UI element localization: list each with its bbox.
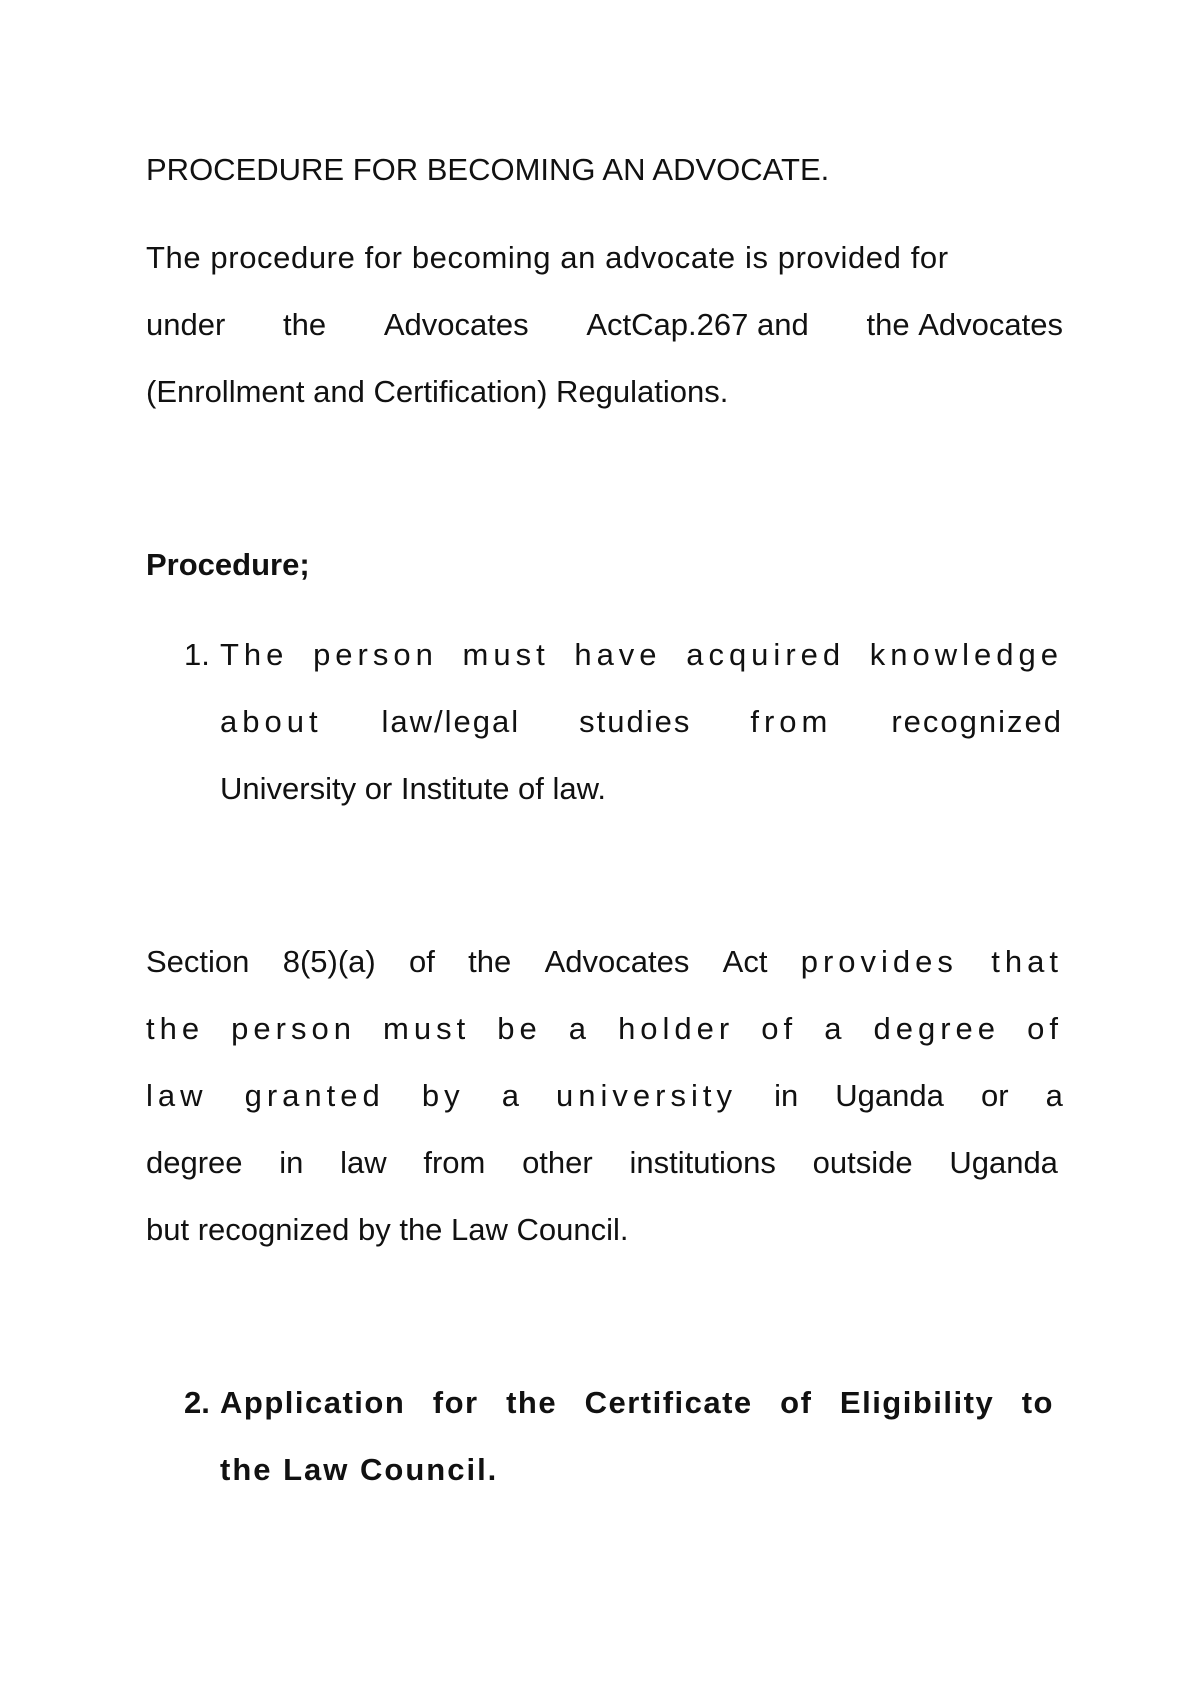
word: Uganda xyxy=(835,1078,944,1113)
word: a xyxy=(824,1011,847,1046)
item-1-line-1 xyxy=(220,635,1063,675)
section-line-5: but recognized by the Law Council. xyxy=(146,1212,629,1247)
word: by xyxy=(421,1078,465,1113)
word: a xyxy=(501,1078,519,1113)
intro-line-2 xyxy=(146,305,1063,345)
word: knowledge xyxy=(869,637,1063,672)
word: from xyxy=(750,704,833,739)
item-2-number: 2. xyxy=(184,1385,210,1420)
word: Application xyxy=(220,1385,406,1420)
word: law xyxy=(146,1078,208,1113)
word: Certificate xyxy=(584,1385,753,1420)
item-1-line-3: University or Institute of law. xyxy=(220,771,606,806)
word: from xyxy=(423,1145,486,1180)
word: of xyxy=(761,1011,798,1046)
item-1-line-2 xyxy=(220,702,1063,742)
word: or xyxy=(980,1078,1009,1113)
document-title: PROCEDURE FOR BECOMING AN ADVOCATE. xyxy=(146,152,830,187)
word: Advocates xyxy=(544,944,690,979)
word: Act xyxy=(722,944,768,979)
intro-line-1 xyxy=(146,238,1063,278)
word: holder xyxy=(618,1011,735,1046)
word: the xyxy=(506,1385,558,1420)
section-line-3 xyxy=(146,1076,1063,1116)
word: law xyxy=(340,1145,387,1180)
word: university xyxy=(556,1078,737,1113)
word: degree xyxy=(146,1145,243,1180)
word: law/legal xyxy=(381,704,521,739)
word: a xyxy=(568,1011,592,1046)
word: for xyxy=(432,1385,479,1420)
word: in xyxy=(774,1078,799,1113)
word: degree xyxy=(873,1011,1001,1046)
word: that xyxy=(991,944,1063,979)
word: Section xyxy=(146,944,250,979)
section-line-4 xyxy=(146,1143,1058,1183)
word: Uganda xyxy=(949,1145,1058,1180)
word: the xyxy=(468,944,512,979)
procedure-heading: Procedure; xyxy=(146,547,310,582)
word: of xyxy=(780,1385,813,1420)
item-2-line-2: the Law Council. xyxy=(220,1452,499,1487)
word: the xyxy=(146,1011,205,1046)
word: Advocates xyxy=(918,307,1063,342)
word: be xyxy=(497,1011,542,1046)
word: to xyxy=(1021,1385,1054,1420)
word: and xyxy=(757,307,809,342)
word-group xyxy=(586,305,808,345)
word: institutions xyxy=(629,1145,776,1180)
word: under xyxy=(146,307,226,342)
word: provides xyxy=(800,944,958,979)
word: have xyxy=(574,637,662,672)
word: outside xyxy=(812,1145,913,1180)
word: of xyxy=(1027,1011,1063,1046)
word: The xyxy=(220,637,289,672)
word: studies xyxy=(579,704,692,739)
word: a xyxy=(1045,1078,1063,1113)
word: of xyxy=(409,944,435,979)
item-1-number: 1. xyxy=(184,637,210,672)
word: acquired xyxy=(686,637,846,672)
word: 8(5)(a) xyxy=(282,944,376,979)
word: must xyxy=(383,1011,471,1046)
word: Eligibility xyxy=(839,1385,995,1420)
word: ActCap.267 xyxy=(586,307,749,342)
word: the xyxy=(283,307,327,342)
word: recognized xyxy=(891,704,1063,739)
word: other xyxy=(522,1145,593,1180)
word: person xyxy=(231,1011,356,1046)
word: must xyxy=(462,637,550,672)
intro-line-1-text: The procedure for becoming an advocate is provided for xyxy=(146,240,949,275)
section-line-1 xyxy=(146,942,1063,982)
word: about xyxy=(220,704,323,739)
word: Advocates xyxy=(383,307,529,342)
intro-line-3: (Enrollment and Certification) Regulations. xyxy=(146,374,729,409)
word: the xyxy=(866,307,910,342)
word: in xyxy=(279,1145,304,1180)
section-line-2 xyxy=(146,1009,1063,1049)
item-2-line-1 xyxy=(220,1383,1054,1423)
word: person xyxy=(313,637,438,672)
word-group xyxy=(866,305,1063,345)
word: granted xyxy=(244,1078,385,1113)
